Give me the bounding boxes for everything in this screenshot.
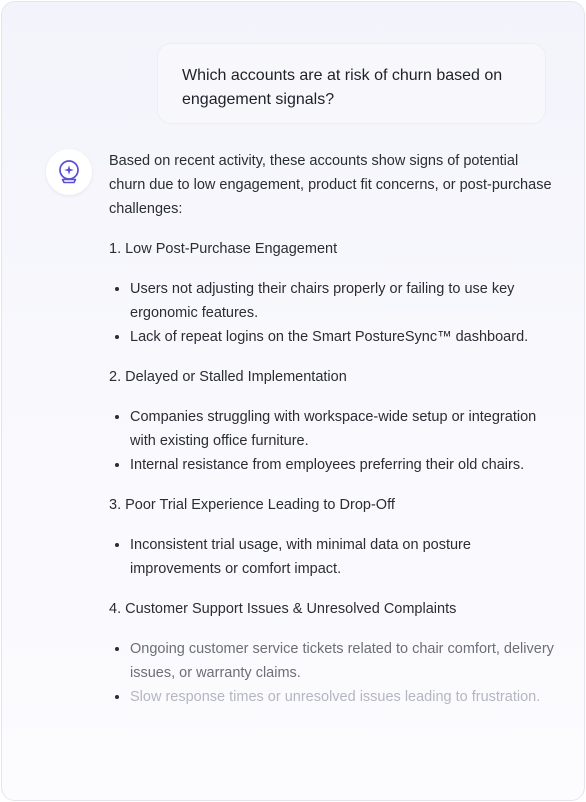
section-heading: 1. Low Post-Purchase Engagement	[109, 241, 338, 257]
user-message-text: Which accounts are at risk of churn based on engagement signals?	[182, 67, 503, 108]
list-item: • Ongoing customer service tickets related to chair comfort, delivery issues, or warranty claims.	[130, 637, 555, 685]
list-item: • Companies struggling with workspace-wide setup or integration with existing office furniture.	[130, 405, 555, 453]
section-heading: 3. Poor Trial Experience Leading to Drop-Off	[109, 497, 395, 513]
bullet-list	[109, 637, 555, 709]
bullet-list	[109, 277, 555, 349]
section-heading: 2. Delayed or Stalled Implementation	[109, 369, 347, 385]
list-item: • Internal resistance from employees preferring their old chairs.	[130, 453, 555, 477]
assistant-avatar	[46, 149, 92, 195]
chat-panel	[1, 1, 585, 801]
assistant-crystal-ball-icon	[56, 159, 82, 185]
bullet-list	[109, 533, 555, 581]
section-heading: 4. Customer Support Issues & Unresolved Complaints	[109, 601, 457, 617]
list-item: • Users not adjusting their chairs properly or failing to use key ergonomic features.	[130, 277, 555, 325]
user-message-bubble	[157, 43, 546, 124]
list-item: • Lack of repeat logins on the Smart PostureSync™ dashboard.	[130, 325, 555, 349]
list-item: • Inconsistent trial usage, with minimal data on posture improvements or comfort impact.	[130, 533, 555, 581]
list-item: • Slow response times or unresolved issues leading to frustration.	[130, 685, 555, 709]
assistant-response	[109, 149, 555, 725]
bullet-list	[109, 405, 555, 477]
response-intro: Based on recent activity, these accounts show signs of potential churn due to low engagement, product fit concerns, or post-purchase challenges:	[109, 153, 552, 217]
